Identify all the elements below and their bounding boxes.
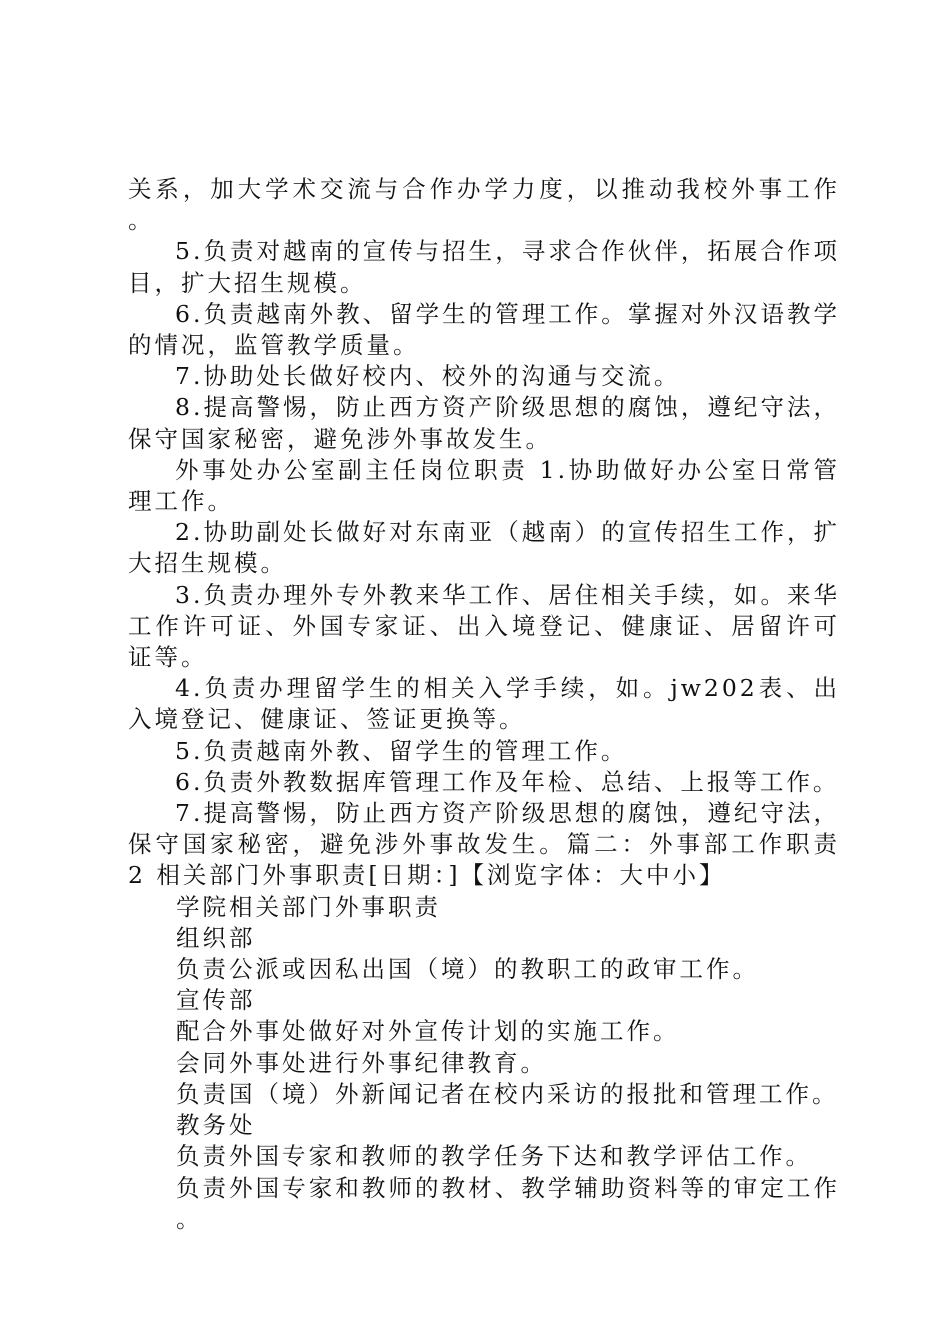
section-heading-academic-affairs: 教务处 xyxy=(176,1111,256,1140)
section-line: 负责国（境）外新闻记者在校内采访的报批和管理工作。 xyxy=(176,1079,839,1108)
paragraph-item-7: 7.协助处长做好校内、校外的沟通与交流。 xyxy=(175,362,681,391)
paragraph-duty-7: 7.提高警惕，防止西方资产阶级思想的腐蚀，遵纪守法，保守国家秘密，避免涉外事故发生。篇二：外事部工作职责 2 相关部门外事职责[日期：]【浏览字体：大中小】 xyxy=(128,799,840,890)
section-heading-organization-dept: 组织部 xyxy=(176,923,256,952)
section-line: 负责外国专家和教师的教材、教学辅助资料等的审定工作。 xyxy=(176,1173,840,1233)
section-line: 会同外事处进行外事纪律教育。 xyxy=(176,1048,547,1077)
paragraph-duty-2: 2.协助副处长做好对东南亚（越南）的宣传招生工作，扩大招生规模。 xyxy=(128,518,840,578)
paragraph-item-8: 8.提高警惕，防止西方资产阶级思想的腐蚀，遵纪守法，保守国家秘密，避免涉外事故发生。 xyxy=(128,393,840,453)
paragraph-item-6: 6.负责越南外教、留学生的管理工作。掌握对外汉语教学的情况，监管教学质量。 xyxy=(128,299,840,360)
paragraph-duty-4: 4.负责办理留学生的相关入学手续，如。jw202表、出入境登记、健康证、签证更换等。 xyxy=(128,674,840,734)
paragraph-duty-5: 5.负责越南外教、留学生的管理工作。 xyxy=(175,736,628,765)
paragraph-deputy-director-duties: 外事处办公室副主任岗位职责 1.协助做好办公室日常管理工作。 xyxy=(128,455,840,516)
paragraph-duty-6: 6.负责外教数据库管理工作及年检、总结、上报等工作。 xyxy=(175,767,840,796)
paragraph-item-5: 5.负责对越南的宣传与招生，寻求合作伙伴，拓展合作项目，扩大招生规模。 xyxy=(128,237,840,297)
section-line: 配合外事处做好对外宣传计划的实施工作。 xyxy=(176,1017,680,1046)
paragraph-duty-3: 3.负责办理外专外教来华工作、居住相关手续，如。来华工作许可证、外国专家证、出入境登记、健康证、居留许可证等。 xyxy=(128,580,840,672)
document-body xyxy=(128,174,840,1235)
paragraph-continuation: 关系，加大学术交流与合作办学力度，以推动我校外事工作。 xyxy=(128,175,840,235)
section-line: 负责公派或因私出国（境）的教职工的政审工作。 xyxy=(176,955,759,984)
section-line: 负责外国专家和教师的教学任务下达和教学评估工作。 xyxy=(176,1142,812,1171)
section-heading-college-departments: 学院相关部门外事职责 xyxy=(176,892,441,921)
section-heading-publicity-dept: 宣传部 xyxy=(176,986,256,1015)
